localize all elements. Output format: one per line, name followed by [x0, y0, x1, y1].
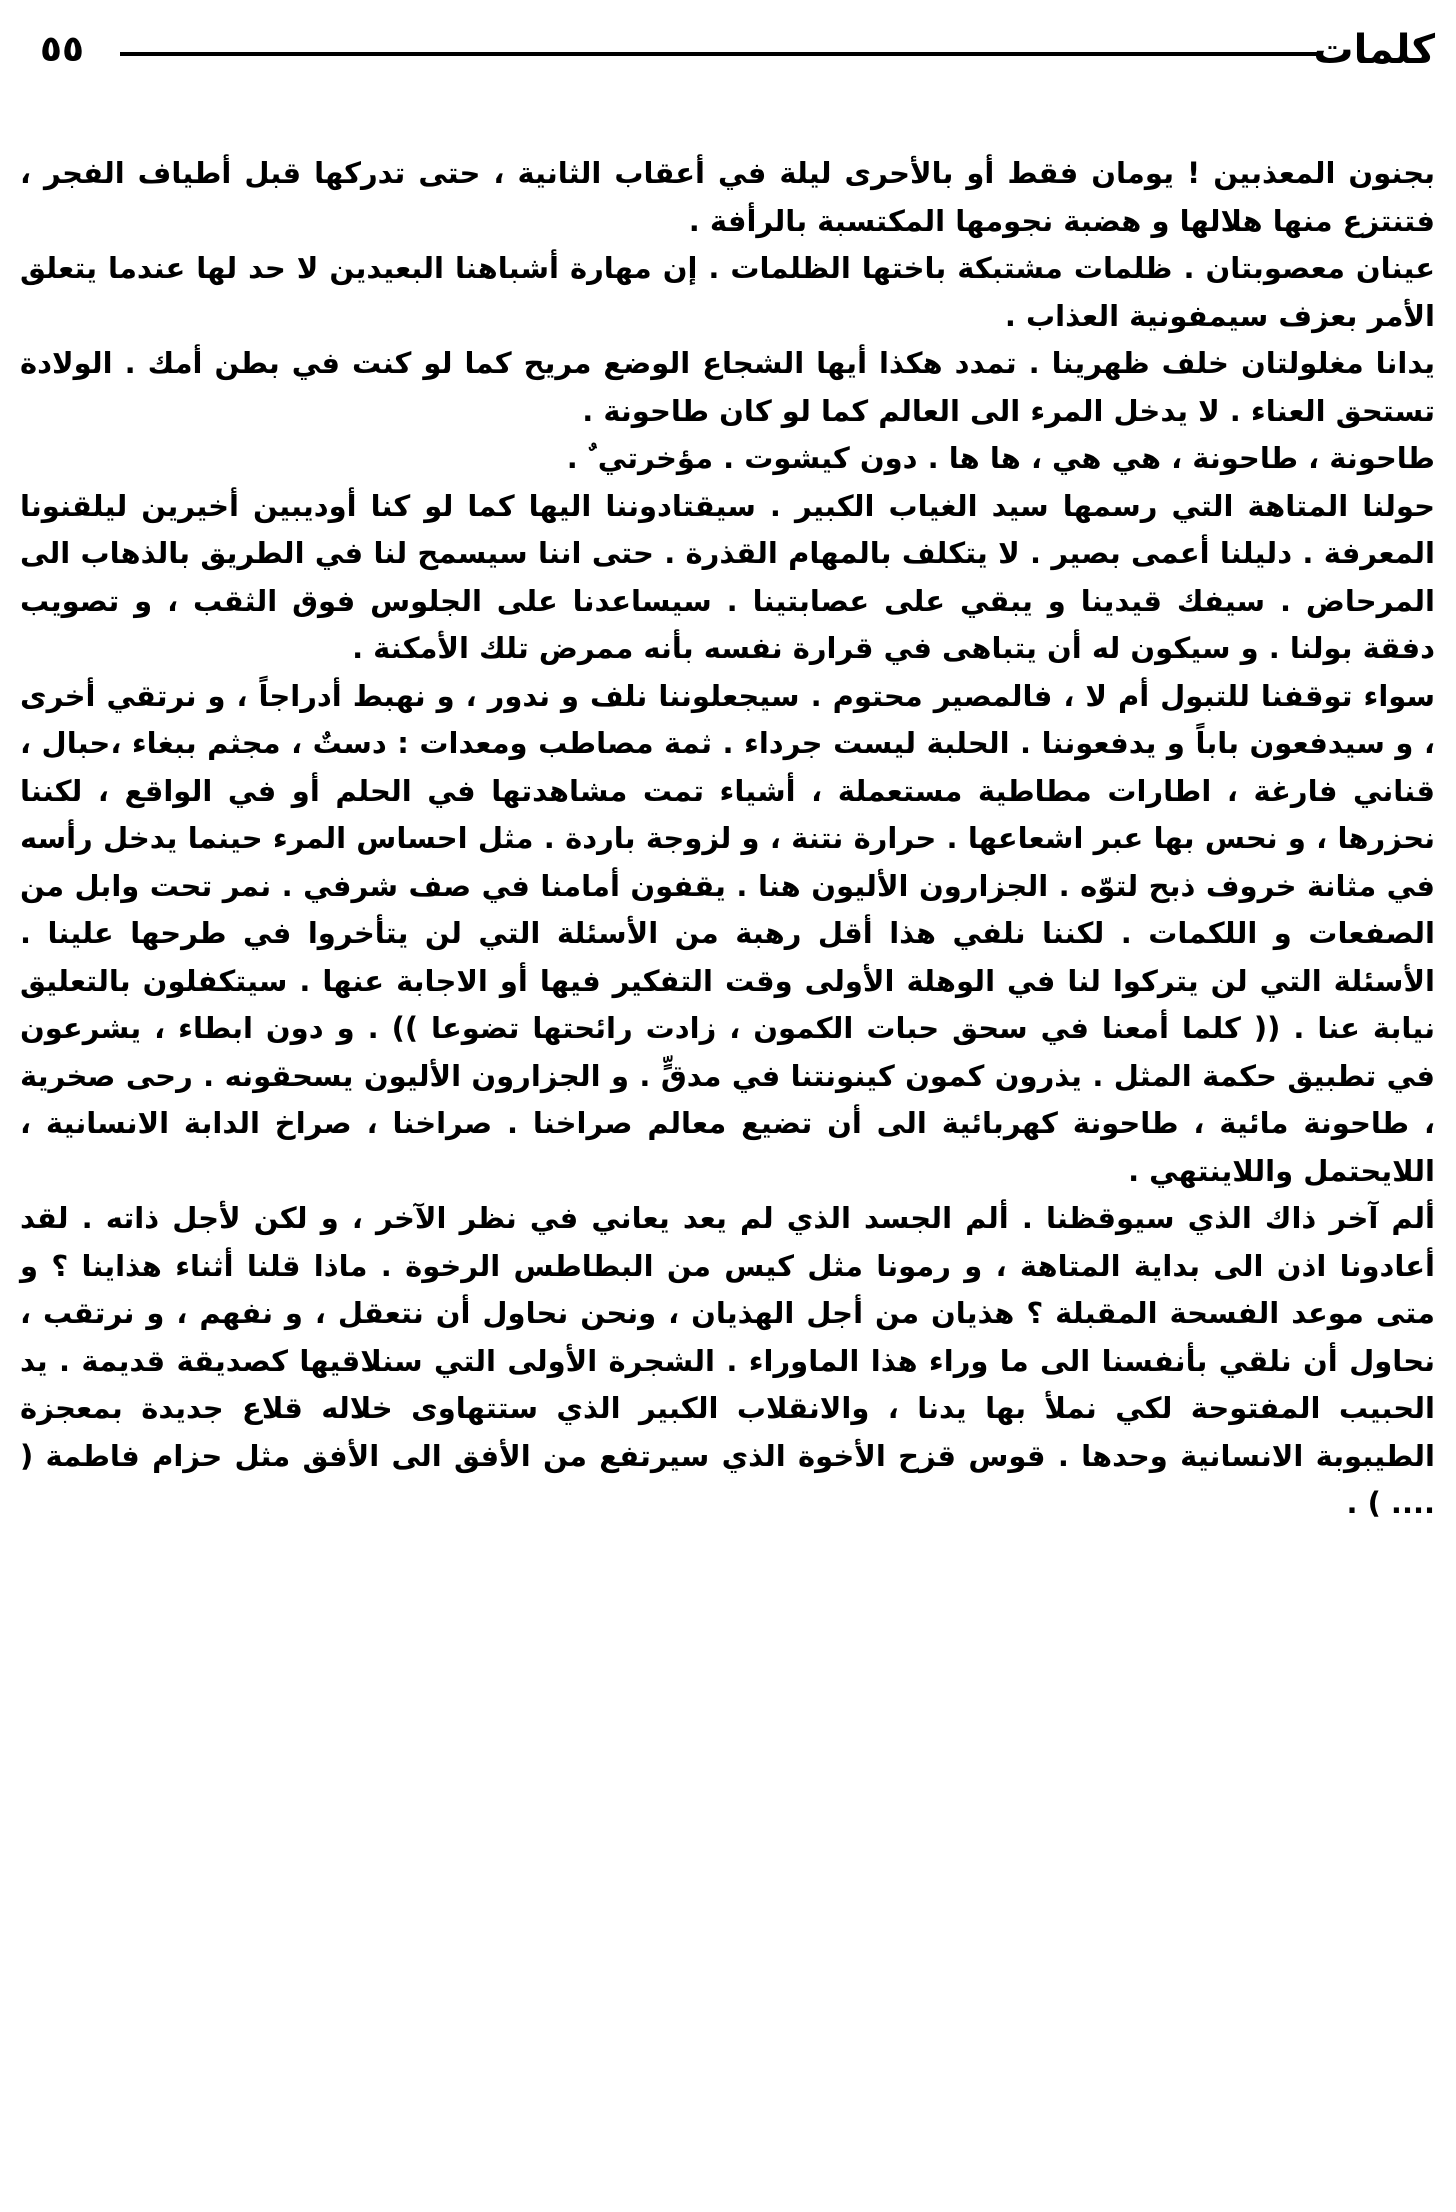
header-title: كلمات: [1313, 27, 1435, 73]
running-header: [40, 22, 1435, 82]
paragraph: سواء توقفنا للتبول أم لا ، فالمصير محتوم . سيجعلوننا نلف و ندور ، و نهبط أدراجاً ، و نرتقي أخرى ، و سيدفعون باباً و يدفعوننا . الحلبة ليست جرداء . ثمة مصاطب ومعدات : دستٌ ، مجثم ببغاء ،حبال ، قناني فارغة ، اطارات مطاطية مستعملة ، أشياء تمت مشاهدتها في الحلم أو في الواقع ، لكننا نحزرها ، و نحس بها عبر اشعاعها . حرارة نتنة ، و لزوجة باردة . مثل احساس المرء حينما يدخل رأسه في مثانة خروف ذبح لتوّه . الجزارون الأليون هنا . يقفون أمامنا في صف شرفي . نمر تحت وابل من الصفعات و اللكمات . لكننا نلفي هذا أقل رهبة من الأسئلة التي لن يتأخروا في طرحها علينا . الأسئلة التي لن يتركوا لنا في الوهلة الأولى وقت التفكير فيها أو الاجابة عنها . سيتكفلون بالتعليق نيابة عنا . (( كلما أمعنا في سحق حبات الكمون ، زادت رائحتها تضوعا )) . و دون ابطاء ، يشرعون في تطبيق حكمة المثل . يذرون كمون كينونتنا في مدقٍّ . و الجزارون الأليون يسحقونه . رحى صخرية ، طاحونة مائية ، طاحونة كهربائية الى أن تضيع معالم صراخنا . صراخنا ، صراخ الدابة الانسانية ، اللايحتمل واللاينتهي .: [20, 678, 1435, 1188]
paragraph: بجنون المعذبين ! يومان فقط أو بالأحرى ليلة في أعقاب الثانية ، حتى تدركها قبل أطياف الفجر ، فتنتزع منها هلالها و هضبة نجومها المكتسبة بالرأفة .: [20, 156, 1435, 238]
body-text: [20, 150, 1435, 1528]
paragraph: طاحونة ، طاحونة ، هي هي ، ها ها . دون كيشوت . مؤخرتي ٌ .: [566, 441, 1435, 475]
paragraph: يدانا مغلولتان خلف ظهرينا . تمدد هكذا أيها الشجاع الوضع مريح كما لو كنت في بطن أمك . الولادة تستحق العناء . لا يدخل المرء الى العالم كما لو كان طاحونة .: [20, 346, 1435, 428]
paragraph: حولنا المتاهة التي رسمها سيد الغياب الكبير . سيقتادوننا اليها كما لو كنا أوديبين أخيرين ليلقنونا المعرفة . دليلنا أعمى بصير . لا يتكلف بالمهام القذرة . حتى اننا سيسمح لنا في الطريق بالذهاب الى المرحاض . سيفك قيدينا و يبقي على عصابتينا . سيساعدنا على الجلوس فوق الثقب ، و تصويب دفقة بولنا . و سيكون له أن يتباهى في قرارة نفسه بأنه ممرض تلك الأمكنة .: [20, 488, 1435, 665]
header-rule: [120, 52, 1317, 56]
paragraph: عينان معصوبتان . ظلمات مشتبكة باختها الظلمات . إن مهارة أشباهنا البعيدين لا حد لها عندما يتعلق الأمر بعزف سيمفونية العذاب .: [20, 251, 1435, 333]
paragraph: ألم آخر ذاك الذي سيوقظنا . ألم الجسد الذي لم يعد يعاني في نظر الآخر ، و لكن لأجل ذاته . لقد أعادونا اذن الى بداية المتاهة ، و رمونا مثل كيس من البطاطس الرخوة . ماذا قلنا أثناء هذاينا ؟ و متى موعد الفسحة المقبلة ؟ هذيان من أجل الهذيان ، ونحن نحاول أن نتعقل ، و نفهم ، و نرتقب ، نحاول أن نلقي بأنفسنا الى ما وراء هذا الماوراء . الشجرة الأولى التي سنلاقيها كصديقة قديمة . يد الحبيب المفتوحة لكي نملأ بها يدنا ، والانقلاب الكبير الذي ستتهاوى خلاله قلاع جديدة بمعجزة الطيبوبة الانسانية وحدها . قوس قزح الأخوة الذي سيرتفع من الأفق الى الأفق مثل حزام فاطمة ( .... ) .: [20, 1201, 1435, 1520]
page-number: ٥٥: [40, 29, 84, 70]
